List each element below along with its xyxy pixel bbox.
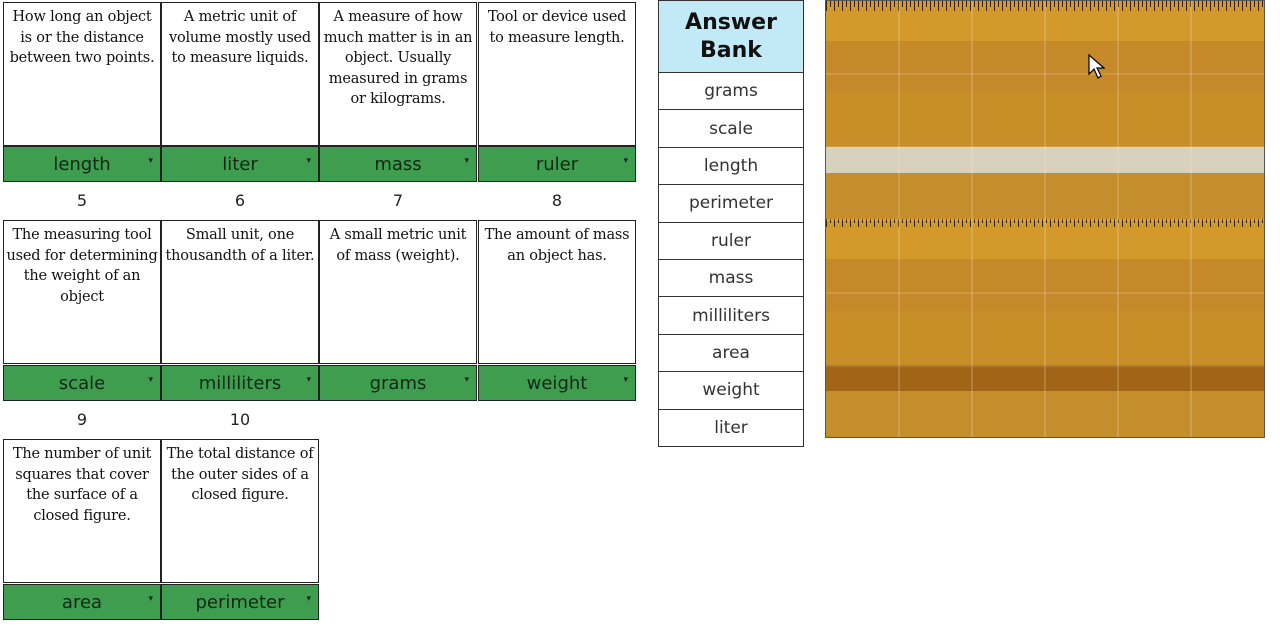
answer-bank-item: scale — [658, 110, 804, 147]
answer-dropdown-value: area — [61, 591, 103, 613]
card-number-6: 6 — [234, 191, 246, 210]
definition-card-3: A measure of how much matter is in an object. Usually measured in grams or kilograms. — [319, 2, 477, 146]
card-number-7: 7 — [392, 191, 404, 210]
answer-dropdown-2[interactable] — [161, 146, 319, 182]
answer-dropdown-value: liter — [222, 153, 258, 175]
answer-dropdown-9[interactable] — [3, 584, 161, 620]
tape-measure-illustration — [826, 1, 1265, 438]
definition-card-6: Small unit, one thousandth of a liter. — [161, 220, 319, 364]
answer-dropdown-value: weight — [526, 372, 588, 394]
answer-dropdown-10[interactable] — [161, 584, 319, 620]
answer-bank-item: weight — [658, 372, 804, 409]
definition-card-5: The measuring tool used for determining the weight of an object — [3, 220, 161, 364]
card-number-10: 10 — [229, 410, 251, 429]
dropdown-caret-icon: ▾ — [464, 375, 469, 385]
definition-card-10: The total distance of the outer sides of a closed figure. — [161, 439, 319, 583]
tape-measure-image — [825, 0, 1265, 438]
answer-dropdown-6[interactable] — [161, 365, 319, 401]
answer-dropdown-1[interactable] — [3, 146, 161, 182]
answer-dropdown-value: length — [53, 153, 111, 175]
answer-bank-item: length — [658, 148, 804, 185]
answer-dropdown-5[interactable] — [3, 365, 161, 401]
answer-dropdown-value: mass — [374, 153, 422, 175]
dropdown-caret-icon: ▾ — [464, 156, 469, 166]
answer-bank-header: Answer Bank — [658, 0, 804, 73]
answer-bank-item: ruler — [658, 223, 804, 260]
definition-card-9: The number of unit squares that cover the surface of a closed figure. — [3, 439, 161, 583]
definition-card-1: How long an object is or the distance between two points. — [3, 2, 161, 146]
answer-dropdown-value: scale — [58, 372, 106, 394]
answer-dropdown-value: ruler — [535, 153, 579, 175]
definition-card-7: A small metric unit of mass (weight). — [319, 220, 477, 364]
answer-bank-item: grams — [658, 73, 804, 110]
answer-dropdown-7[interactable] — [319, 365, 477, 401]
dropdown-caret-icon: ▾ — [623, 156, 628, 166]
dropdown-caret-icon: ▾ — [306, 594, 311, 604]
definition-card-4: Tool or device used to measure length. — [478, 2, 636, 146]
card-number-8: 8 — [551, 191, 563, 210]
dropdown-caret-icon: ▾ — [623, 375, 628, 385]
answer-dropdown-8[interactable] — [478, 365, 636, 401]
mouse-pointer-icon — [1088, 54, 1108, 80]
dropdown-caret-icon: ▾ — [148, 375, 153, 385]
answer-bank-item: liter — [658, 410, 804, 447]
dropdown-caret-icon: ▾ — [148, 156, 153, 166]
definition-card-2: A metric unit of volume mostly used to measure liquids. — [161, 2, 319, 146]
answer-dropdown-4[interactable] — [478, 146, 636, 182]
answer-bank-item: area — [658, 335, 804, 372]
answer-dropdown-value: grams — [369, 372, 427, 394]
card-number-9: 9 — [76, 410, 88, 429]
answer-bank-item: perimeter — [658, 185, 804, 222]
answer-bank-item: mass — [658, 260, 804, 297]
answer-dropdown-3[interactable] — [319, 146, 477, 182]
dropdown-caret-icon: ▾ — [148, 594, 153, 604]
dropdown-caret-icon: ▾ — [306, 156, 311, 166]
answer-dropdown-value: perimeter — [195, 591, 285, 613]
card-number-5: 5 — [76, 191, 88, 210]
answer-dropdown-value: milliliters — [198, 372, 282, 394]
definition-card-8: The amount of mass an object has. — [478, 220, 636, 364]
answer-bank-item: milliliters — [658, 297, 804, 334]
dropdown-caret-icon: ▾ — [306, 375, 311, 385]
